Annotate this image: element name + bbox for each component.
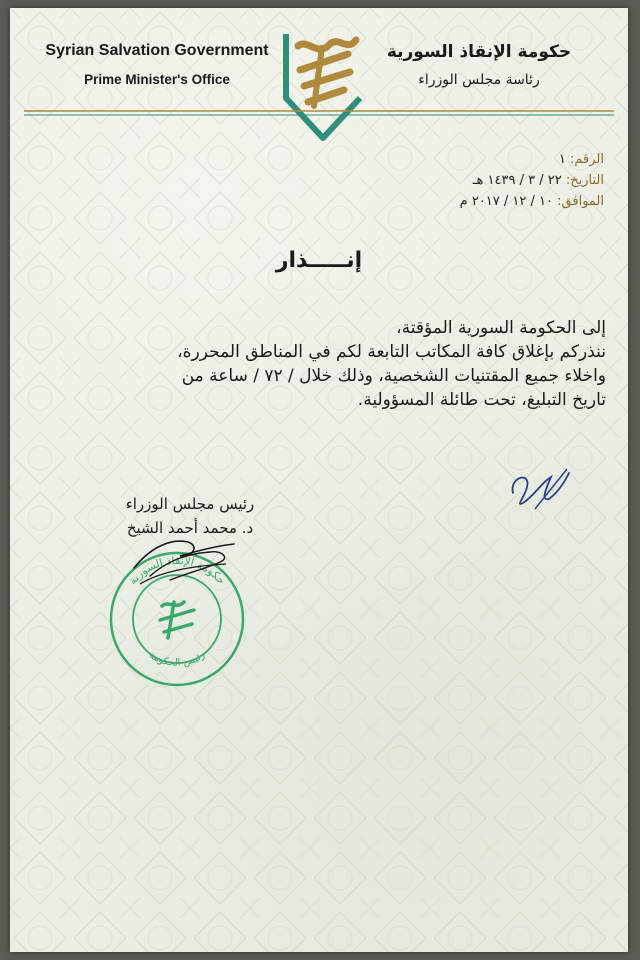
date-label: التاريخ:: [565, 173, 604, 188]
initials-signature: [505, 463, 575, 513]
handwritten-signature: [130, 528, 240, 588]
letter-sheet: [10, 8, 628, 952]
svg-text:رئيس الحكومة: [147, 650, 207, 669]
english-subtitle: Prime Minister's Office: [84, 72, 230, 87]
body-line: تاريخ التبليغ، تحت طائلة المسؤولية.: [357, 390, 606, 410]
number-value: ١: [558, 152, 566, 167]
signatory-name: د. محمد أحمد الشيخ: [126, 519, 254, 537]
date-value: ٢٢ / ٣ / ١٤٣٩ هـ: [472, 173, 562, 188]
signatory-title: رئيس مجلس الوزراء: [125, 495, 255, 513]
body-line: واخلاء جميع المقتنيات الشخصية، وذلك خلال / ٧٢ / ساعة من: [181, 366, 606, 386]
arabic-subtitle: رئاسة مجلس الوزراء: [418, 72, 540, 88]
corresponding-value: ١٠ / ١٢ / ٢٠١٧ م: [459, 194, 553, 209]
arabic-title: حكومة الإنقاذ السورية: [386, 42, 572, 62]
seal-ring-text: حكومة الإنقاذ السورية: [125, 553, 228, 588]
body-line: ننذركم بإغلاق كافة المكاتب التابعة لكم في المناطق المحررة،: [177, 342, 606, 362]
gregorian-date: [384, 194, 604, 209]
reference-number: [384, 152, 604, 167]
number-label: الرقم:: [570, 152, 604, 167]
english-title: Syrian Salvation Government: [45, 42, 269, 59]
document-heading: إنـــــذار: [275, 248, 363, 273]
letter-body: [26, 316, 606, 412]
seal-bottom-text: رئيس الحكومة: [147, 649, 207, 669]
corresponding-label: الموافق:: [557, 194, 604, 209]
hijri-date: [384, 173, 604, 188]
government-logo: [278, 28, 368, 144]
header-rule: [24, 108, 614, 118]
body-line: إلى الحكومة السورية المؤقتة،: [396, 318, 606, 338]
